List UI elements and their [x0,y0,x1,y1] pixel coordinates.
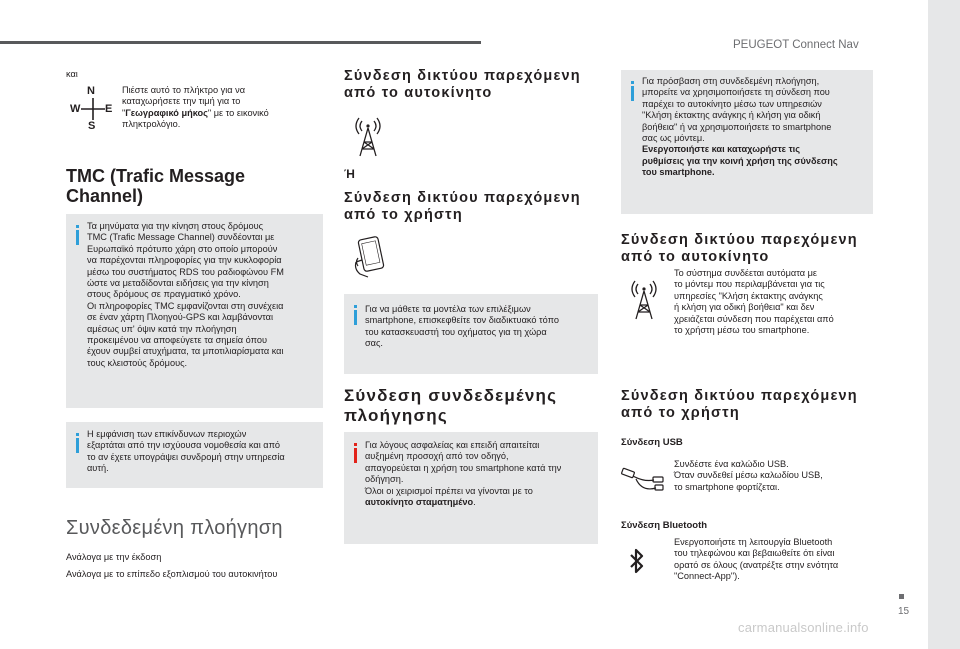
tmc-info-note [66,214,323,408]
usb-text: Συνδέστε ένα καλώδιο USB. Όταν συνδεθεί μέσω καλωδίου USB, το smartphone φορτίζεται. [674,459,823,492]
page-number: 15 [898,606,910,617]
user-network-title-2: Σύνδεση δικτύου παρεχόμενη από το χρήστη [621,388,858,421]
safety-warning-note [344,432,598,544]
info-icon [76,433,79,453]
section-marker [899,594,904,599]
compass-east: E [105,103,113,115]
version-line: Ανάλογα με την έκδοση [66,552,162,562]
equipment-line: Ανάλογα με το επίπεδο εξοπλισμού του αυτοκινήτου [66,569,278,579]
vehicle-network-title-2: Σύνδεση δικτύου παρεχόμενη από το αυτοκίνητο [621,232,858,265]
watermark: carmanualsonline.info [738,620,869,635]
antenna-icon [352,117,384,157]
compass-icon [70,85,116,133]
connected-navigation-connection-title: Σύνδεση συνδεδεμένης πλοήγησης [344,386,558,425]
user-network-title: Σύνδεση δικτύου παρεχόμενη από το χρήστη [344,190,581,223]
kai-label: και [66,69,78,79]
info-icon [76,225,79,245]
or-label: Ή [344,167,357,181]
usb-title: Σύνδεση USB [621,437,683,448]
header-rule [0,41,481,44]
compass-west: W [70,103,81,115]
smartphone-models-text: Για να μάθετε τα μοντέλα των επιλέξιμων smartphone, επισκεφθείτε τον διαδικτυακό τόπο του κατασκευαστή του οχήματος για τη χώρα σας. [365,304,559,349]
smartphone-hand-icon [352,236,388,278]
vehicle-network-text: Το σύστημα συνδέεται αυτόματα με το μόντεμ που περιλαμβάνεται για τις υπηρεσίες "Κλήση έκτακτης ανάγκης ή κλήση για οδική βοήθεια" και δεν χρειάζεται σύνδεση που παρέχεται από το χρήστη μέσω του smartphone. [674,268,834,336]
danger-zones-note [66,422,323,488]
smartphone-models-note [344,294,598,374]
vehicle-network-title: Σύνδεση δικτύου παρεχόμενη από το αυτοκίνητο [344,68,581,101]
bluetooth-icon [628,548,646,574]
danger-zones-text: Η εμφάνιση των επικίνδυνων περιοχών εξαρτάται από την ισχύουσα νομοθεσία και από το αν έχετε υπογράψει συνδρομή στην υπηρεσία αυτή. [87,429,285,474]
bluetooth-text: Ενεργοποιήστε τη λειτουργία Bluetooth του τηλεφώνου και βεβαιωθείτε ότι είναι ορατό σε όλους (ανατρέξτε στην ενότητα "Connect-App"). [674,537,839,582]
safety-warning-text: Για λόγους ασφαλείας και επειδή απαιτείται αυξημένη προσοχή από τον οδηγό, απαγορεύεται η χρήση του smartphone κατά την οδήγηση. Όλοι οι χειρισμοί πρέπει να γίνονται με το αυτοκίνητο σταματημένο. [365,440,562,508]
info-icon [354,305,357,325]
tmc-title: TMC (Trafic Message Channel) [66,166,246,206]
compass-north: N [87,85,95,97]
longitude-instruction: Πιέστε αυτό το πλήκτρο για να καταχωρήσετε την τιμή για το "Γεωγραφικό μήκος" με το εικονικό πληκτρολόγιο. [122,85,269,130]
access-info-text: Για πρόσβαση στη συνδεδεμένη πλοήγηση, μπορείτε να χρησιμοποιήσετε τη σύνδεση που παρέχει το αυτοκίνητο μέσω των υπηρεσιών "Κλήση έκτακτης ανάγκης ή κλήση για οδική βοήθεια" ή να χρησιμοποιήσετε το smartphone σας ως μόντεμ. Ενεργοποιήστε και καταχωρήστε τις ρυθμίσεις για την κοινή χρήση της σύνδεσης του smartphone. [642,76,838,178]
compass-south: S [88,120,96,132]
header-title: PEUGEOT Connect Nav [733,39,859,51]
tmc-note-text: Τα μηνύματα για την κίνηση στους δρόμους TMC (Trafic Message Channel) συνδέονται με Ευρωπαϊκό πρότυπο χάρη στο οποίο μπορούν να παρέχονται πληροφορίες για την κυκλοφορία μέσω του συστήματος RDS του ραδιοφώνου FM ώστε να μεταδίδονται ειδήσεις για την κίνηση στους δρόμους σε πραγματικό χρόνο. Οι πληροφορίες TMC εμφανίζονται στη συνέχεια σε έναν χάρτη Πλοηγού-GPS και λαμβάνονται αμέσως υπ' όψιν κατά την πλοήγηση προκειμένου να αποφεύγετε τα σημεία όπου έχουν συμβεί ατυχήματα, τα μποτιλιαρίσματα και τους κλειστούς δρόμους. [87,221,284,368]
access-info-note [621,70,873,214]
warning-icon [354,443,357,463]
bluetooth-title: Σύνδεση Bluetooth [621,520,708,531]
antenna-icon [628,280,660,320]
usb-cable-icon [620,466,666,494]
connected-navigation-title: Συνδεδεμένη πλοήγηση [66,517,283,539]
info-icon [631,81,634,101]
page-edge-strip [928,0,960,649]
